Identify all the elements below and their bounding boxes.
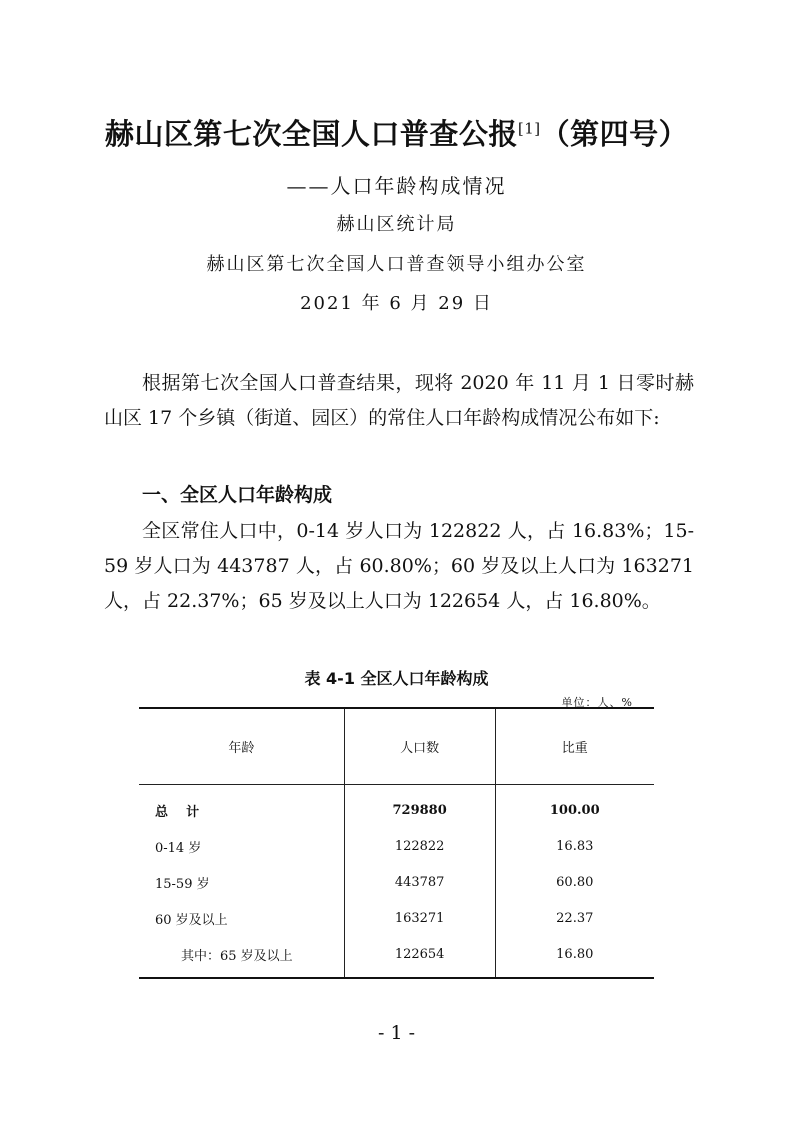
row-share: 60.80: [495, 864, 654, 900]
title-suffix: （第四号）: [540, 117, 689, 151]
table-unit: 单位：人、%: [561, 696, 633, 709]
table-header-row: [139, 708, 654, 785]
header-age: 年龄: [139, 708, 344, 785]
row-population: 729880: [344, 785, 495, 829]
row-population: 122822: [344, 828, 495, 864]
table-row: [139, 936, 654, 978]
row-population: 443787: [344, 864, 495, 900]
age-structure-table: [139, 707, 654, 979]
row-label: 其中：65 岁及以上: [181, 948, 293, 964]
intro-paragraph: 根据第七次全国人口普查结果，现将 2020 年 11 月 1 日零时赫山区 17 个乡镇（街道、园区）的常住人口年龄构成情况公布如下:: [104, 372, 694, 429]
issuer-statistics-bureau: 赫山区统计局: [336, 214, 457, 235]
row-label: 15-59 岁: [155, 876, 210, 892]
document-title: [0, 112, 793, 153]
row-share: 100.00: [495, 785, 654, 829]
document-subtitle: ——人口年龄构成情况: [286, 174, 507, 198]
table-row: [139, 900, 654, 936]
section-paragraph: 全区常住人口中，0-14 岁人口为 122822 人，占 16.83%；15-59 岁人口为 443787 人，占 60.80%；60 岁及以上人口为 163271 人，占 22.37%；65 岁及以上人口为 122654 人，占 16.80%。: [104, 520, 694, 612]
row-share: 16.80: [495, 936, 654, 978]
table-row: [139, 828, 654, 864]
page-number: - 1 -: [377, 1022, 415, 1044]
issuer-census-office: 赫山区第七次全国人口普查领导小组办公室: [206, 254, 587, 275]
publish-date: 2021 年 6 月 29 日: [300, 293, 493, 314]
table-row: [139, 864, 654, 900]
row-label: 60 岁及以上: [155, 912, 228, 928]
row-population: 163271: [344, 900, 495, 936]
table-caption: 表 4-1 全区人口年龄构成: [304, 669, 489, 688]
row-label: 0-14 岁: [155, 840, 202, 856]
row-share: 16.83: [495, 828, 654, 864]
table-row-total: [139, 785, 654, 829]
row-share: 22.37: [495, 900, 654, 936]
row-label: 总 计: [155, 804, 200, 820]
row-population: 122654: [344, 936, 495, 978]
header-population: 人口数: [344, 708, 495, 785]
footnote-mark[interactable]: [1]: [517, 119, 541, 138]
title-text: 赫山区第七次全国人口普查公报: [104, 117, 518, 151]
section-heading: 一、全区人口年龄构成: [142, 484, 333, 506]
header-share: 比重: [495, 708, 654, 785]
